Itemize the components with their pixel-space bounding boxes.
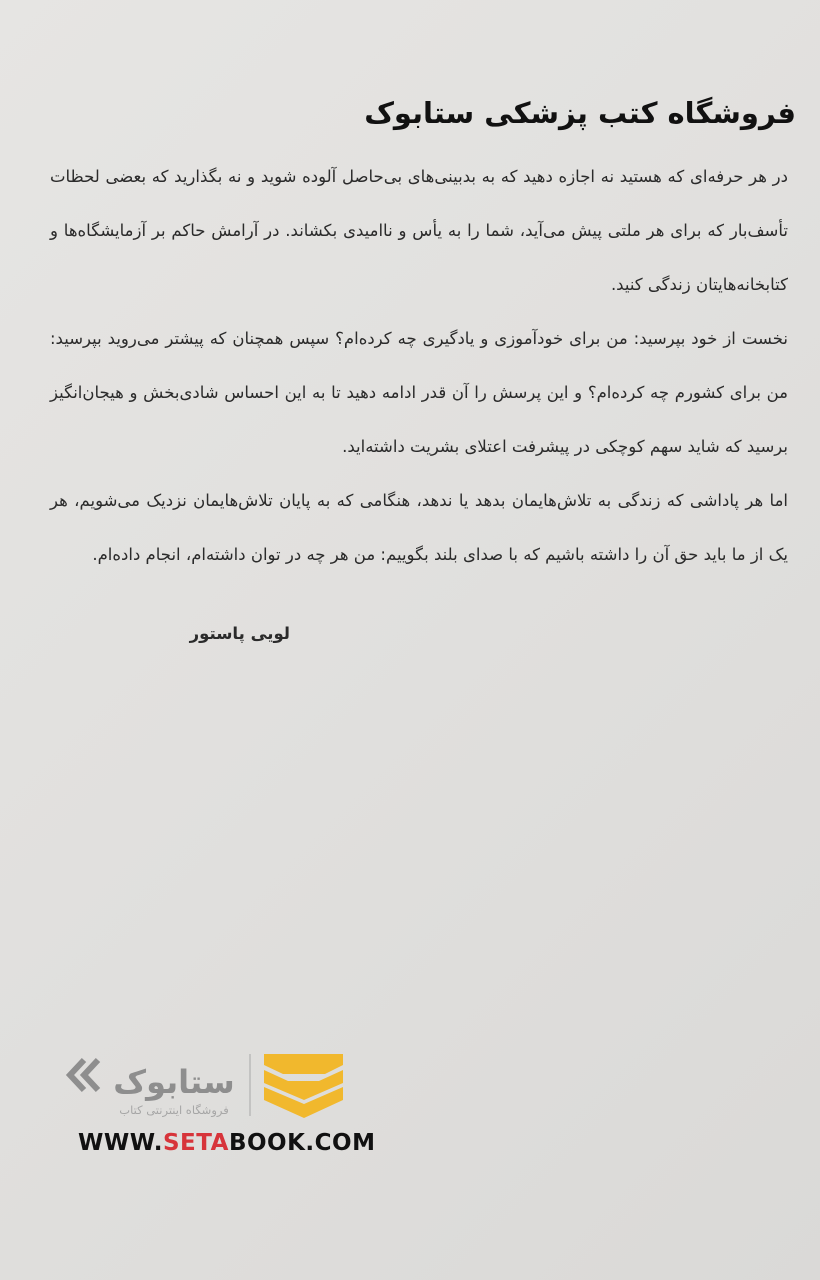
body-text [50, 150, 788, 582]
paragraph-2: نخست از خود بپرسید: من برای خودآموزی و یادگیری چه کرده‌ام؟ سپس همچنان که پیشتر می‌روید بپرسید: من برای کشورم چه کرده‌ام؟ و این پرسش را آن قدر ادامه دهید تا به این احساس شادی‌بخش و هیجان‌انگیز برسید که شاید سهم کوچکی در پیشرفت اعتلای بشریت داشته‌اید. [50, 329, 788, 456]
website-url[interactable] [78, 1130, 375, 1156]
website-prefix: WWW. [78, 1130, 163, 1156]
paragraph-1: در هر حرفه‌ای که هستید نه اجازه دهید که به بدبینی‌های بی‌حاصل آلوده شوید و نه بگذارید که بعضی لحظات تأسف‌بار که برای هر ملتی پیش می‌آید، شما را به یأس و ناامیدی بکشاند. در آرامش حاکم بر آزمایشگاه‌ها و کتابخانه‌هایتان زندگی کنید. [50, 167, 788, 294]
author-signature: لویی پاستور [189, 624, 290, 643]
double-chevron-left-icon [70, 1060, 98, 1090]
setabook-logo-graphic [64, 1048, 354, 1124]
page-title: فروشگاه کتب پزشکی ستابوک [364, 96, 796, 130]
paragraph-3: اما هر پاداشی که زندگی به تلاش‌هایمان بدهد یا ندهد، هنگامی که به پایان تلاش‌هایمان نزدیک می‌شویم، هر یک از ما باید حق آن را داشته باشیم که با صدای بلند بگوییم: من هر چه در توان داشته‌ام، انجام داده‌ام. [50, 491, 788, 564]
setabook-book-chevron-icon [264, 1054, 343, 1118]
setabook-logo [64, 1048, 354, 1124]
logo-wordmark: ستابوک [113, 1063, 235, 1101]
website-accent: SETA [162, 1130, 229, 1156]
logo-tagline: فروشگاه اینترنتی کتاب [119, 1103, 229, 1117]
website-suffix: BOOK.COM [228, 1130, 376, 1156]
